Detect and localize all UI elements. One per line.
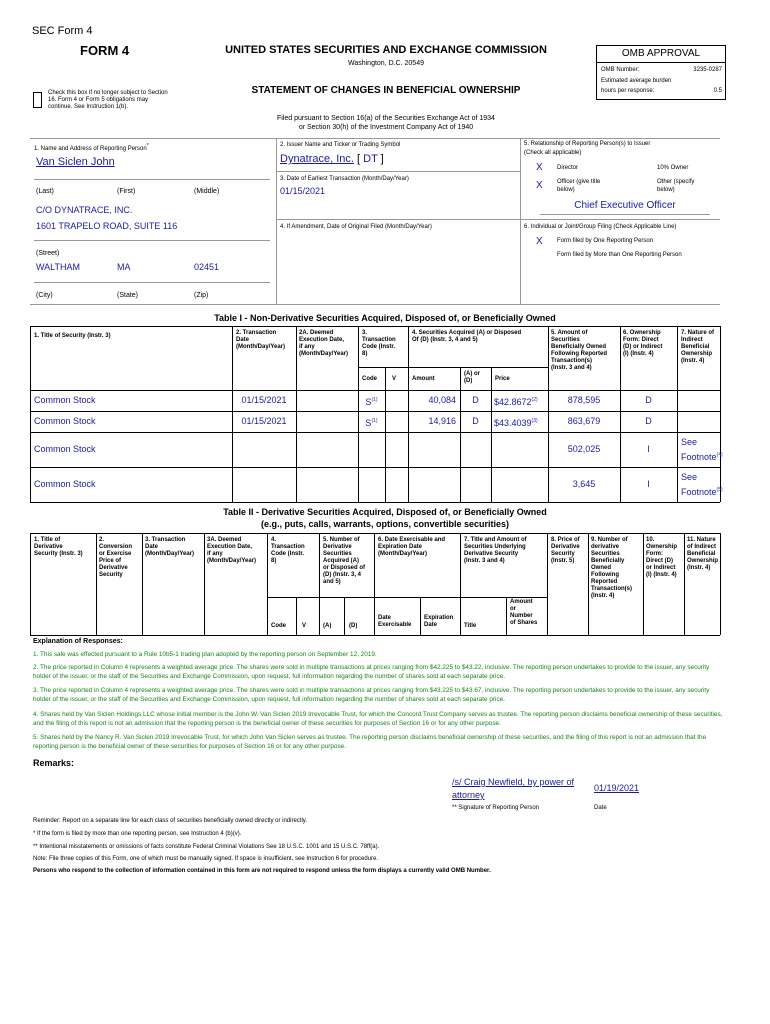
director-x-mark: X bbox=[536, 162, 543, 173]
other-label-1: Other (specify bbox=[657, 179, 695, 185]
t2-h-nature-5: (Instr. 4) bbox=[687, 565, 711, 571]
t2-h-owned-7: Reported bbox=[591, 579, 618, 585]
issuer-ticker: DT bbox=[363, 153, 378, 165]
row-security-title: Common Stock bbox=[34, 479, 96, 489]
t2-sub-date-exercisable-2: Exercisable bbox=[378, 622, 412, 628]
footnote-5: 5. Shares held by the Nancy R. Van Siclen 2019 Irrevocable Trust, for which John Van Siclen serves as trustee. The reporting person disclaims beneficial ownership of these securities, and the filing of this report is not an admission that the reporting person is the beneficial owner of these securities for purposes of Section 16 or for any other purpose. bbox=[33, 734, 707, 750]
t1-h-nature-1: 7. Nature of bbox=[681, 330, 715, 336]
row-price: $42.8672 bbox=[494, 397, 532, 407]
row-price-footnote: (2) bbox=[531, 397, 538, 403]
signature-line1: /s/ Craig Newfield, by power of bbox=[452, 777, 575, 787]
amendment-label: 4. If Amendment, Date of Original Filed (Month/Day/Year) bbox=[280, 224, 432, 230]
t1-h-acquired-1: 4. Securities Acquired (A) or Disposed bbox=[412, 330, 522, 336]
t1-h-nature-4: Ownership bbox=[681, 351, 713, 357]
t2-sub-a: (A) bbox=[323, 623, 332, 629]
explanation-title: Explanation of Responses: bbox=[33, 638, 123, 645]
t2-h-owned-3: Securities bbox=[591, 551, 620, 557]
statement-title: STATEMENT OF CHANGES IN BENEFICIAL OWNERSHIP bbox=[251, 85, 521, 96]
t2-h-conv-5: Derivative bbox=[99, 565, 128, 571]
earliest-date: 01/15/2021 bbox=[280, 186, 326, 196]
t2-h-price-4: (Instr. 5) bbox=[551, 558, 575, 564]
commission-title: UNITED STATES SECURITIES AND EXCHANGE COMMISSION bbox=[225, 44, 547, 56]
t1-h-deemed-3: if any bbox=[299, 344, 315, 350]
ten-percent-owner-label: 10% Owner bbox=[657, 165, 689, 171]
t2-h-nature-3: Beneficial bbox=[687, 551, 716, 557]
t2-h-underlying-1: 7. Title and Amount of bbox=[464, 537, 527, 543]
row-nature-footnote-ref: (4) bbox=[716, 452, 723, 458]
omb-number: 3235-0287 bbox=[693, 67, 722, 73]
t2-h-ownership-3: Form: bbox=[646, 551, 663, 557]
state-value: MA bbox=[117, 262, 131, 272]
t2-h-ownership-2: Ownership bbox=[646, 544, 678, 550]
t2-h-owned-9: (Instr. 4) bbox=[591, 593, 615, 599]
table1-title: Table I - Non-Derivative Securities Acquired, Disposed of, or Beneficially Owned bbox=[214, 313, 556, 323]
relationship-label-1: 5. Relationship of Reporting Person(s) to Issuer bbox=[524, 141, 651, 147]
file-copies-note: Note: File three copies of this Form, one of which must be manually signed. If space is insufficient, see Instruction 6 for procedure. bbox=[33, 856, 379, 862]
t2-h-number-1: 5. Number of bbox=[323, 537, 360, 543]
signature-date: 01/19/2021 bbox=[594, 783, 640, 793]
row-ad: D bbox=[472, 416, 479, 426]
t1-h-nature-5: (Instr. 4) bbox=[681, 358, 705, 364]
relationship-label-2: (Check all applicable) bbox=[524, 150, 582, 156]
t2-h-conv-1: 2. bbox=[99, 537, 105, 543]
officer-title: Chief Executive Officer bbox=[574, 200, 676, 211]
row-form: D bbox=[645, 416, 652, 426]
t1-h-amount-1: 5. Amount of bbox=[551, 330, 588, 336]
t1-h-title: 1. Title of Security (Instr. 3) bbox=[34, 333, 111, 339]
t2-sub-d: (D) bbox=[349, 623, 358, 629]
t2-h-title-2: Derivative bbox=[34, 544, 63, 550]
t2-h-code-4: 8) bbox=[271, 558, 277, 564]
sec-form-label: SEC Form 4 bbox=[32, 25, 93, 37]
zip-value: 02451 bbox=[194, 262, 220, 272]
officer-label-1: Officer (give title bbox=[557, 179, 601, 185]
row-code: S bbox=[365, 397, 372, 407]
t2-h-nature-1: 11. Nature bbox=[687, 537, 716, 543]
t2-sub-title: Title bbox=[464, 623, 477, 629]
row-form: D bbox=[645, 395, 652, 405]
t2-sub-v: V bbox=[302, 623, 307, 629]
t2-h-title-3: Security (Instr. 3) bbox=[34, 551, 83, 557]
t2-h-conv-4: Price of bbox=[99, 558, 122, 564]
t1-h-ownership-3: (D) or Indirect bbox=[623, 344, 663, 350]
t2-sub-code: Code bbox=[271, 623, 286, 629]
t1-h-deemed-4: (Month/Day/Year) bbox=[299, 351, 349, 357]
ticker-open: [ bbox=[353, 153, 364, 165]
street-label: (Street) bbox=[36, 250, 60, 257]
reminder-text: Reminder: Report on a separate line for each class of securities beneficially owned directly or indirectly. bbox=[33, 818, 308, 824]
t2-h-owned-6: Following bbox=[591, 572, 619, 578]
t1-h-date-3: (Month/Day/Year) bbox=[236, 344, 286, 350]
row-owned: 863,679 bbox=[567, 416, 601, 426]
signature-line2: attorney bbox=[452, 790, 485, 800]
director-label: Director bbox=[557, 165, 579, 171]
t2-h-number-3: Securities bbox=[323, 551, 352, 557]
one-person-label: Form filed by One Reporting Person bbox=[557, 238, 654, 244]
row-nature-see: See bbox=[681, 472, 698, 482]
t2-h-date-1: 3. Transaction bbox=[145, 537, 186, 543]
t2-h-date-2: Date bbox=[145, 544, 159, 550]
earliest-date-label: 3. Date of Earliest Transaction (Month/Day/Year) bbox=[280, 176, 409, 182]
t1-h-deemed-1: 2A. Deemed bbox=[299, 330, 334, 336]
t2-h-ownership-4: Direct (D) bbox=[646, 558, 674, 564]
t1-h-nature-3: Beneficial bbox=[681, 344, 710, 350]
t2-h-code-1: 4. bbox=[271, 537, 277, 543]
middle-label: (Middle) bbox=[194, 188, 220, 195]
t1-h-amount-2: Securities bbox=[551, 337, 580, 343]
t2-h-exercisable-1: 6. Date Exercisable and bbox=[378, 537, 446, 543]
t1-h-amount-4: Following Reported bbox=[551, 351, 607, 357]
row-security-title: Common Stock bbox=[34, 395, 96, 405]
t1-h-acquired-2: Of (D) (Instr. 3, 4 and 5) bbox=[412, 337, 478, 343]
row-owned: 878,595 bbox=[567, 395, 601, 405]
t2-h-nature-2: of Indirect bbox=[687, 544, 717, 550]
t2-h-owned-1: 9. Number of bbox=[591, 537, 628, 543]
t2-h-number-6: (D) (Instr. 3, 4 bbox=[323, 572, 362, 578]
row-code-footnote: (1) bbox=[371, 397, 378, 403]
t2-h-number-2: Derivative bbox=[323, 544, 352, 550]
last-label: (Last) bbox=[36, 188, 54, 195]
t2-h-code-2: Transaction bbox=[271, 544, 305, 550]
row-code: S bbox=[365, 418, 372, 428]
table2-title-2: (e.g., puts, calls, warrants, options, convertible securities) bbox=[260, 519, 510, 529]
t1-h-code-4: 8) bbox=[362, 351, 368, 357]
state-label: (State) bbox=[117, 292, 139, 299]
t2-h-owned-2: derivative bbox=[591, 544, 620, 550]
t2-h-deemed-2: Execution Date, bbox=[207, 544, 253, 550]
burden-label-1: Estimated average burden bbox=[601, 78, 672, 84]
t1-h-amount-6: (Instr. 3 and 4) bbox=[551, 365, 592, 371]
t1-h-ownership-1: 6. Ownership bbox=[623, 330, 661, 336]
t2-h-conv-6: Security bbox=[99, 572, 123, 578]
t1-sub-code: Code bbox=[362, 376, 377, 382]
signature-date-label: Date bbox=[594, 805, 607, 811]
row-nature-footnote-ref: (5) bbox=[716, 487, 723, 493]
row-nature-footnote[interactable]: Footnote bbox=[681, 487, 717, 497]
row-amount: 40,084 bbox=[428, 395, 456, 405]
t2-h-ownership-1: 10. bbox=[646, 537, 655, 543]
t2-h-owned-4: Beneficially bbox=[591, 558, 625, 564]
t2-sub-amount-3: Number bbox=[510, 613, 533, 619]
first-label: (First) bbox=[117, 188, 136, 195]
filed-pursuant-line2: or Section 30(h) of the Investment Company Act of 1940 bbox=[298, 124, 474, 131]
row-form: I bbox=[647, 444, 650, 454]
checkbox-instruction: Check this box if no longer subject to Section 16. Form 4 or Form 5 obligations may continue. See Instruction 1(b). bbox=[48, 90, 168, 110]
row-ad: D bbox=[472, 395, 479, 405]
t1-h-date-2: Date bbox=[236, 337, 250, 343]
row-nature-see: See bbox=[681, 437, 698, 447]
reporting-person-label: 1. Name and Address of Reporting Person bbox=[34, 146, 147, 152]
more-persons-label: Form filed by More than One Reporting Person bbox=[557, 252, 682, 258]
t1-h-code-2: Transaction bbox=[362, 337, 396, 343]
t2-h-deemed-4: (Month/Day/Year) bbox=[207, 558, 257, 564]
t2-h-date-3: (Month/Day/Year) bbox=[145, 551, 195, 557]
footnote-2: 2. The price reported in Column 4 represents a weighted average price. The shares were sold in multiple transactions at prices ranging from $42.225 to $43.22, inclusive. The reporting person undertakes to provide to the issuer, any security holder of the issuer, or the staff of the Securities and Exchange Commission, upon request, full information regarding the number of shares sold at each separate price. bbox=[33, 664, 710, 680]
row-security-title: Common Stock bbox=[34, 444, 96, 454]
t2-h-owned-8: Transaction(s) bbox=[591, 586, 633, 592]
officer-label-2: below) bbox=[557, 187, 575, 193]
address-line2: 1601 TRAPELO ROAD, SUITE 116 bbox=[36, 221, 178, 231]
t2-sub-expiration-1: Expiration bbox=[424, 615, 454, 621]
t1-sub-ad-2: (D) bbox=[464, 378, 473, 384]
row-code-footnote: (1) bbox=[371, 418, 378, 424]
zip-label: (Zip) bbox=[194, 292, 209, 299]
t2-sub-amount-1: Amount bbox=[510, 599, 533, 605]
t1-h-amount-5: Transaction(s) bbox=[551, 358, 593, 364]
remarks-label: Remarks: bbox=[33, 758, 75, 768]
t1-sub-v: V bbox=[392, 376, 397, 382]
t2-h-underlying-2: Securities Underlying bbox=[464, 544, 526, 550]
footnote-double-star: ** Intentional misstatements or omissions of facts constitute Federal Criminal Violations See 18 U.S.C. 1001 and 15 U.S.C. 78ff(a). bbox=[33, 844, 380, 850]
t2-h-number-4: Acquired (A) bbox=[323, 558, 359, 564]
t2-h-exercisable-3: (Month/Day/Year) bbox=[378, 551, 428, 557]
t2-sub-expiration-2: Date bbox=[424, 622, 438, 628]
t1-h-amount-3: Beneficially Owned bbox=[551, 344, 607, 350]
t2-h-ownership-6: (I) (Instr. 4) bbox=[646, 572, 677, 578]
filed-pursuant-line1: Filed pursuant to Section 16(a) of the Securities Exchange Act of 1934 bbox=[277, 115, 495, 122]
t2-h-price-2: Derivative bbox=[551, 544, 580, 550]
commission-location: Washington, D.C. 20549 bbox=[347, 60, 424, 67]
ticker-close: ] bbox=[377, 153, 384, 165]
row-price-footnote: (3) bbox=[531, 418, 538, 424]
t2-h-underlying-4: (Instr. 3 and 4) bbox=[464, 558, 505, 564]
row-price: $43.4039 bbox=[494, 418, 532, 428]
t2-h-deemed-1: 3A. Deemed bbox=[207, 537, 242, 543]
issuer-name[interactable]: Dynatrace, Inc. bbox=[280, 153, 354, 165]
burden-hours: 0.5 bbox=[713, 88, 722, 94]
row-owned: 3,645 bbox=[572, 479, 596, 489]
issuer-label: 2. Issuer Name and Ticker or Trading Symbol bbox=[280, 142, 401, 148]
city-value: WALTHAM bbox=[36, 262, 80, 272]
row-date: 01/15/2021 bbox=[241, 416, 287, 426]
footnote-star: * If the form is filed by more than one reporting person, see Instruction 4 (b)(v). bbox=[33, 831, 242, 837]
t2-sub-amount-4: of Shares bbox=[510, 620, 538, 626]
t1-h-ownership-4: (I) (Instr. 4) bbox=[623, 351, 654, 357]
t2-h-underlying-3: Derivative Security bbox=[464, 551, 519, 557]
reporting-person-name[interactable]: Van Siclen John bbox=[36, 156, 115, 168]
t2-h-conv-2: Conversion bbox=[99, 544, 133, 550]
form-title: FORM 4 bbox=[80, 43, 130, 58]
city-label: (City) bbox=[36, 292, 53, 299]
t1-h-code-3: Code (Instr. bbox=[362, 344, 396, 350]
t2-h-number-5: or Disposed of bbox=[323, 565, 366, 571]
row-form: I bbox=[647, 479, 650, 489]
t1-sub-amount: Amount bbox=[412, 376, 435, 382]
t2-h-title-1: 1. Title of bbox=[34, 537, 61, 543]
t1-h-ownership-2: Form: Direct bbox=[623, 337, 659, 343]
footnote-4: 4. Shares held by Van Siclen Holdings LLC whose initial member is the John W. Van Siclen 2019 Irrevocable Trust, for which the Concord Trust Company serves as trustee. The reporting person disclaims beneficial ownership of these securities, and the filing of this report is not an admission that the reporting person is the beneficial owner of these securities for purposes of Section 16 or for any other purpose. bbox=[33, 711, 723, 727]
officer-x-mark: X bbox=[536, 180, 543, 191]
t2-h-code-3: Code (Instr. bbox=[271, 551, 305, 557]
row-owned: 502,025 bbox=[567, 444, 601, 454]
no-longer-subject-checkbox[interactable] bbox=[33, 92, 42, 108]
t1-h-nature-2: Indirect bbox=[681, 337, 703, 343]
t2-h-deemed-3: if any bbox=[207, 551, 223, 557]
t1-h-deemed-2: Execution Date, bbox=[299, 337, 345, 343]
filing-label: 6. Individual or Joint/Group Filing (Check Applicable Line) bbox=[524, 224, 677, 230]
t2-h-price-1: 8. Price of bbox=[551, 537, 580, 543]
t2-h-nature-4: Ownership bbox=[687, 558, 719, 564]
row-date: 01/15/2021 bbox=[241, 395, 287, 405]
burden-label-2: hours per response: bbox=[601, 88, 655, 94]
t1-h-code-1: 3. bbox=[362, 330, 368, 336]
t2-sub-amount-2: or bbox=[510, 606, 516, 612]
address-line1: C/O DYNATRACE, INC. bbox=[36, 205, 133, 215]
other-label-2: below) bbox=[657, 187, 675, 193]
one-person-x-mark: X bbox=[536, 236, 543, 247]
t2-h-owned-5: Owned bbox=[591, 565, 612, 571]
t2-h-exercisable-2: Expiration Date bbox=[378, 544, 423, 550]
t1-sub-price: Price bbox=[495, 376, 510, 382]
footnote-3: 3. The price reported in Column 4 represents a weighted average price. The shares were sold in multiple transactions at prices ranging from $43.225 to $43.67, inclusive. The reporting person undertakes to provide to the issuer, any security holder of the issuer, or the staff of the Securities and Exchange Commission, upon request, full information regarding the number of shares sold at each separate price. bbox=[33, 687, 710, 703]
signature-label: ** Signature of Reporting Person bbox=[452, 805, 540, 811]
t1-sub-ad-1: (A) or bbox=[464, 371, 480, 377]
t2-h-ownership-5: or Indirect bbox=[646, 565, 676, 571]
row-security-title: Common Stock bbox=[34, 416, 96, 426]
t2-sub-date-exercisable-1: Date bbox=[378, 615, 392, 621]
footnote-1: 1. This sale was effected pursuant to a Rule 10b5-1 trading plan adopted by the reporting person on September 12, 2019. bbox=[33, 651, 377, 658]
omb-notice: Persons who respond to the collection of information contained in this form are not required to respond unless the form displays a currently valid OMB Number. bbox=[33, 868, 491, 874]
t1-h-date-1: 2. Transaction bbox=[236, 330, 277, 336]
t2-h-conv-3: or Exercise bbox=[99, 551, 132, 557]
omb-number-label: OMB Number: bbox=[601, 67, 640, 73]
t2-h-price-3: Security bbox=[551, 551, 575, 557]
t2-h-number-7: and 5) bbox=[323, 579, 341, 585]
table2-title-1: Table II - Derivative Securities Acquired, Disposed of, or Beneficially Owned bbox=[223, 507, 547, 517]
row-amount: 14,916 bbox=[428, 416, 456, 426]
row-nature-footnote[interactable]: Footnote bbox=[681, 452, 717, 462]
omb-approval-title: OMB APPROVAL bbox=[621, 48, 701, 59]
